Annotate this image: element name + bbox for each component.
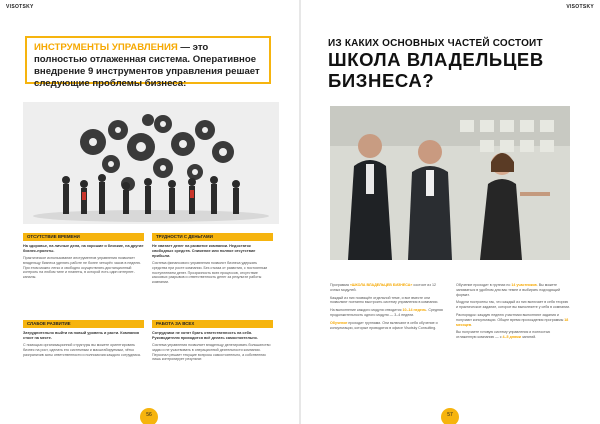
block-lead: На здоровье, на личные дела, на хорошие и близкие, на другие бизнес-проекты. [23, 244, 144, 253]
block-body: Практическое использование инструментов управления позволяет владельцу бизнеса уделять работе не более четырёх часов в неделю. При этом можно легко и свободно осуществлять дистанционный контроль на любом типе и планеты, в которой есть один интернет-каналы. [23, 256, 142, 280]
block-header: РАБОТА ЗА ВСЕХ [152, 320, 273, 328]
para-text: состоит из 12 очных модулей. [330, 283, 436, 292]
problem-block-work [152, 320, 273, 362]
para-highlight: 18 месяцев [456, 317, 569, 327]
para-text: На выполнение каждого модуля отводится [330, 308, 403, 313]
people-illustration [330, 106, 570, 260]
block-lead: Сотрудники не хотят брать ответственность на себя. Руководителю приходится всё делать самостоятельно. [152, 331, 258, 340]
block-body: Система управления позволяет владельцу делегировать большинство задач и не участвовать в операционной деятельности компании. Персонал решает текущие вопросы самостоятельно, а собственник лишь контролирует результат. [152, 343, 271, 362]
paragraph [330, 283, 445, 293]
page-number-right: 57 [441, 408, 459, 424]
block-header: СЛАБОЕ РАЗВИТИЕ [23, 320, 144, 328]
paragraph [456, 330, 571, 340]
page-subtitle: ИЗ КАКИХ ОСНОВНЫХ ЧАСТЕЙ СОСТОИТ [328, 38, 543, 49]
para-text: Каждый из них посвящён отдельной теме, и все вместе они позволяют поэтапно выстроить систему управления в компании. [330, 295, 439, 305]
paragraph [330, 321, 445, 331]
para-text: занятий. [520, 335, 537, 340]
block-body: Система финансового управления позволит бизнеса удержать средства при росте компании. Без отказа от развития, с постоянным поступлением денег. Прозрачность всех процессов, отсутствие кассовых разрывов и ответственность денег за результат работы компании. [152, 261, 268, 285]
para-text: Обучение проходит в группах по [456, 283, 512, 287]
para-highlight: 10–14 недель [402, 308, 427, 313]
para-text: . Вы можете заниматься в удобном для вас темпе и выбирать подходящий формат. [456, 283, 560, 297]
para-text: . Средняя продолжительность одного модуля — 3–4 недели. [330, 308, 443, 317]
para-highlight: 14 участников [511, 283, 537, 287]
para-highlight: Обучение [330, 320, 348, 325]
paragraph [330, 308, 445, 318]
text-column-left [330, 283, 445, 333]
para-highlight: 4–5 днями [502, 335, 521, 340]
brand-logo-left: VISOTSKY [6, 4, 34, 10]
brand-logo-right: VISOTSKY [566, 4, 594, 10]
problem-block-time [23, 233, 144, 280]
block-lead: Затруднительно выйти на новый уровень и расти. Компания стоит на месте. [23, 331, 139, 340]
para-text: проходит группами. Они включают в себя обучение и консультации, которые проводятся в офисе Visotsky Consulting. [330, 320, 438, 330]
para-text: Модули построены так, что каждый из них включает в себя теорию и практическое задание, которое вы выполняете у себя в компании. [456, 300, 571, 310]
gears-illustration [23, 102, 279, 224]
para-text: Распорядок: каждую неделю участники выполняют задания и получают консультации. Общее время прохождения программы [456, 312, 565, 322]
callout-highlight: ИНСТРУМЕНТЫ УПРАВЛЕНИЯ [34, 42, 178, 53]
callout-text [34, 42, 262, 90]
block-body: С помощью организационной структуры вы можете ориентировать бизнес на рост, сделать его системным и масштабируемым, чётко разграничив зоны ответственности и полномочия каждого сотрудника. [23, 343, 141, 357]
page-title: ШКОЛА ВЛАДЕЛЬЦЕВ БИЗНЕСА? [328, 49, 544, 91]
block-header: ОТСУТСТВИЕ ВРЕМЕНИ [23, 233, 144, 241]
paragraph [456, 313, 571, 327]
right-page [301, 0, 600, 424]
para-text: . [471, 322, 473, 327]
paragraph [330, 296, 445, 306]
page-number-left: 56 [140, 408, 158, 424]
block-lead: Не хватает денег на развитие компании. Недостаток свободных средств. Снижение или полное отсутствие прибыли. [152, 244, 256, 258]
block-header: ТРУДНОСТИ С ДЕНЬГАМИ [152, 233, 273, 241]
paragraph [456, 283, 571, 297]
para-text: Программа [330, 283, 350, 287]
business-people-photo [330, 106, 570, 260]
problem-block-growth [23, 320, 144, 357]
callout-box [25, 36, 271, 89]
para-highlight: «ШКОЛА ВЛАДЕЛЬЦЕВ БИЗНЕСА» [349, 283, 413, 287]
problem-block-money [152, 233, 273, 285]
gears-people-photo [23, 102, 279, 224]
callout-body: — это полностью отлаженная система. Оперативное внедрение 9 инструментов управления решает следующие проблемы бизнеса: [34, 42, 260, 89]
left-page [0, 0, 299, 424]
text-column-right [456, 283, 571, 343]
paragraph [456, 300, 571, 310]
para-text: Вы получаете готовую систему управления и полностью отлаженную компанию — с [456, 330, 551, 340]
